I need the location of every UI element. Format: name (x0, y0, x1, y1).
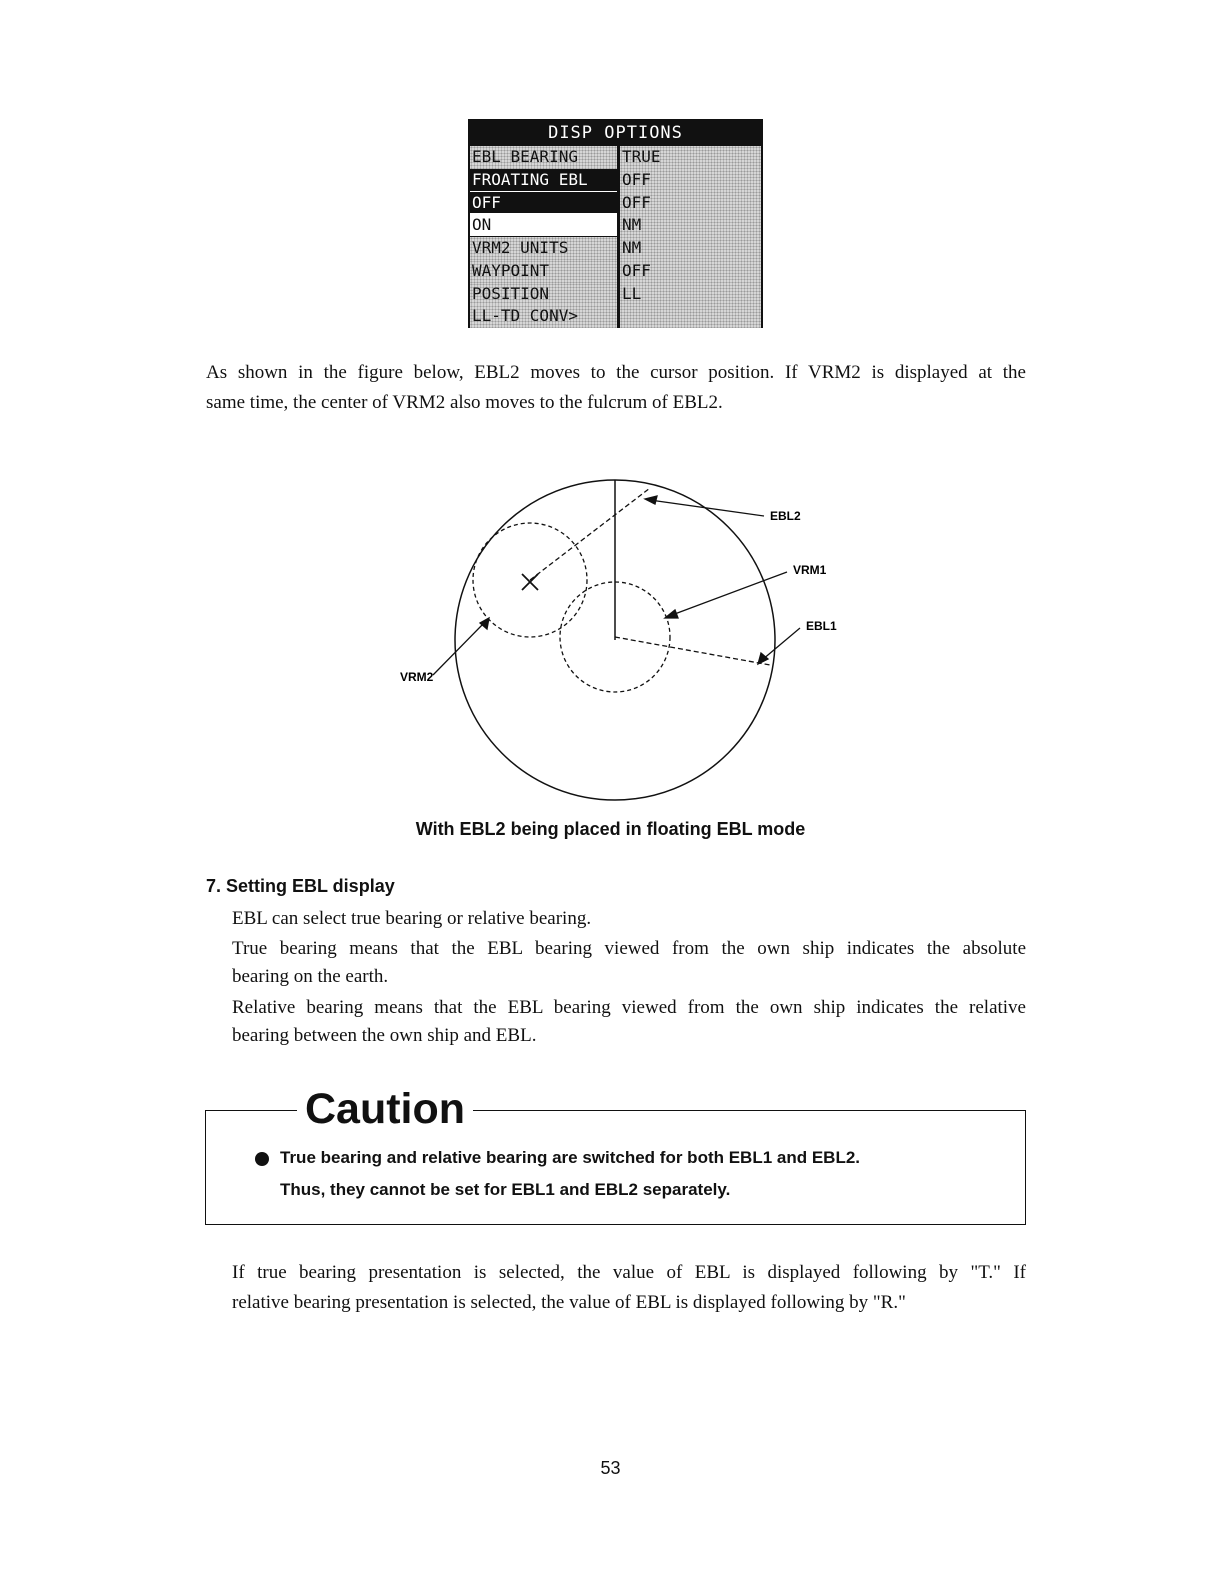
label-ebl1: EBL1 (806, 619, 837, 633)
intro-line-1: As shown in the figure below, EBL2 moves to the cursor position. If VRM2 is displayed at the (206, 362, 1026, 383)
menu-value-vrm2-units: NM (622, 238, 642, 257)
menu-value-floating-ebl: OFF (622, 169, 651, 189)
section-p2-line2: bearing on the earth. (232, 966, 389, 987)
section-heading: 7. Setting EBL display (206, 876, 395, 896)
label-vrm2: VRM2 (400, 670, 434, 684)
menu-option-on[interactable]: ON (470, 214, 617, 237)
vrm2-leader-line (433, 622, 485, 675)
caution-line-2: Thus, they cannot be set for EBL1 and EBL2 separately. (280, 1180, 731, 1199)
ebl1-line (615, 637, 770, 665)
radar-diagram (380, 470, 850, 810)
disp-options-menu (468, 119, 763, 328)
ebl1-leader-line (762, 628, 800, 660)
section-p2-line1: True bearing means that the EBL bearing viewed from the own ship indicates the absolute (232, 938, 1026, 959)
ebl2-line (530, 488, 650, 580)
section-p3-line1: Relative bearing means that the EBL bearing viewed from the own ship indicates the relative (232, 997, 1026, 1018)
vrm2-arrowhead-icon (480, 618, 489, 629)
figure-caption: With EBL2 being placed in floating EBL mode (415, 819, 806, 839)
intro-line-2: same time, the center of VRM2 also moves to the fulcrum of EBL2. (206, 392, 723, 413)
menu-item-vrm2-units[interactable]: VRM2 UNITS (470, 237, 617, 260)
menu-value-ll-td-conv (620, 305, 761, 328)
ebl2-arrowhead-icon (645, 496, 657, 504)
menu-value-ebl-bearing: TRUE (622, 147, 661, 166)
menu-option-off[interactable]: OFF (470, 192, 617, 215)
caution-bullet-icon (255, 1152, 269, 1166)
ebl2-leader-line (650, 500, 764, 516)
vrm1-leader-line (672, 572, 787, 615)
label-ebl2: EBL2 (770, 509, 801, 523)
menu-item-floating-ebl[interactable]: FROATING EBL (470, 169, 617, 192)
closing-line-1: If true bearing presentation is selected, the value of EBL is displayed following by "T." If (232, 1262, 1026, 1283)
menu-value-row3: OFF (622, 192, 651, 212)
cursor-cross-icon (522, 574, 538, 590)
label-vrm1: VRM1 (793, 563, 827, 577)
ebl1-arrowhead-icon (758, 653, 768, 664)
section-p3-line2: bearing between the own ship and EBL. (232, 1025, 537, 1046)
section-p1: EBL can select true bearing or relative bearing. (232, 908, 592, 929)
menu-value-position: LL (622, 283, 642, 303)
menu-item-ebl-bearing[interactable]: EBL BEARING (470, 146, 617, 169)
menu-item-ll-td-conv[interactable]: LL-TD CONV> (470, 305, 617, 328)
page-number: 53 (600, 1458, 621, 1478)
menu-title: DISP OPTIONS (470, 121, 761, 146)
caution-title: Caution (297, 1084, 473, 1134)
menu-item-waypoint[interactable]: WAYPOINT (470, 260, 617, 283)
menu-left-column (470, 146, 617, 328)
caution-line-1: True bearing and relative bearing are switched for both EBL1 and EBL2. (280, 1148, 861, 1167)
vrm1-arrowhead-icon (665, 610, 678, 618)
menu-right-column (620, 146, 761, 328)
closing-line-2: relative bearing presentation is selected, the value of EBL is displayed following by "R." (232, 1292, 906, 1313)
menu-value-row4: NM (622, 215, 642, 235)
menu-item-position[interactable]: POSITION (470, 283, 617, 306)
menu-value-waypoint: OFF (622, 260, 651, 280)
